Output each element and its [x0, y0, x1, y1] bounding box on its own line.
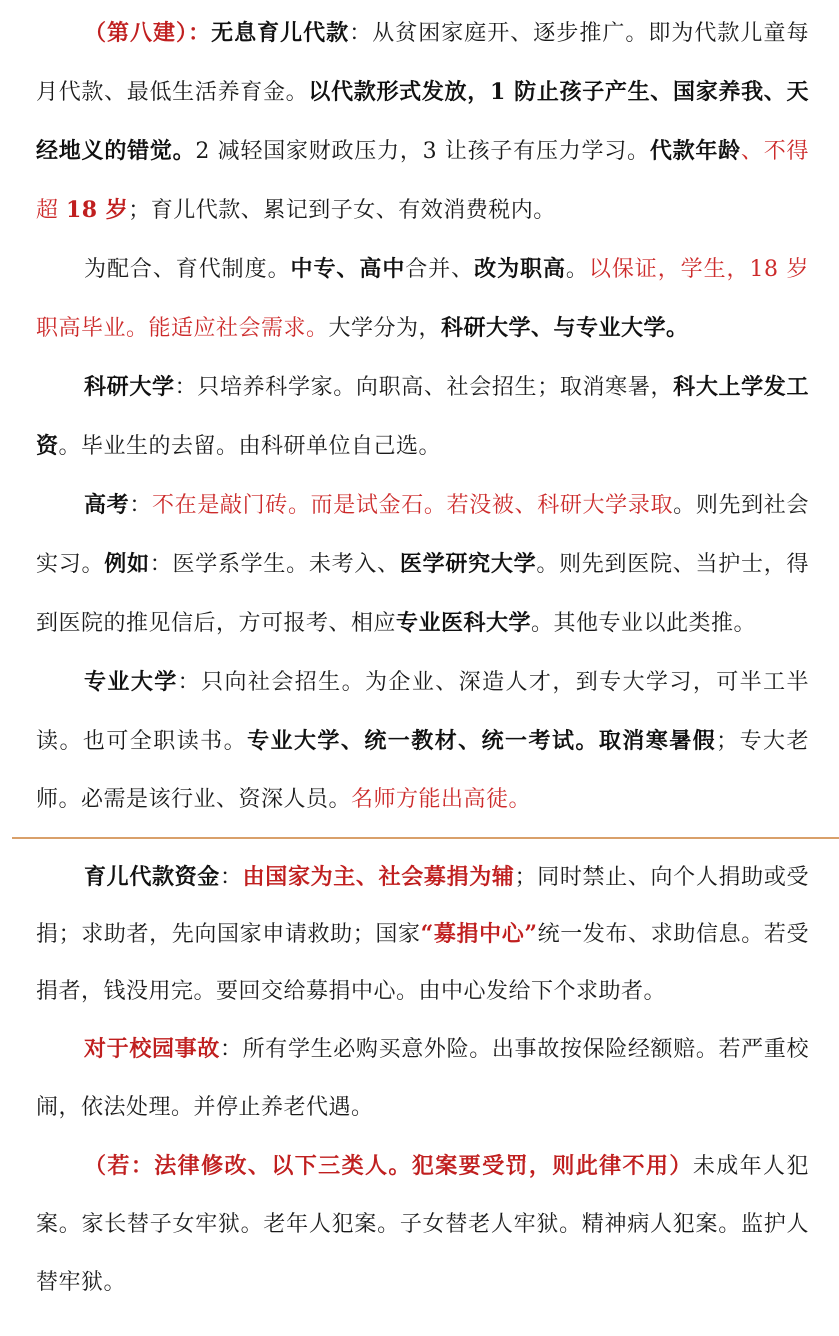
text-run: 专业大学、统一教材、统一考试。取消寒暑假 — [247, 728, 717, 754]
paragraph-loan-funding — [0, 849, 839, 1020]
text-run: 18 岁 — [66, 197, 129, 223]
text-run: ：从贫困家庭开、逐步推广。即为代款儿童每月代款、最低生活养育金。 — [36, 21, 809, 105]
text-run: 、不得超 — [36, 139, 809, 223]
text-run: 育儿代款资金 — [84, 864, 220, 890]
paragraph-professional-university — [0, 653, 839, 829]
paragraph-college-exam — [0, 476, 839, 653]
text-run: 。其他专业以此类推。 — [531, 611, 757, 636]
text-run: 专业大学 — [84, 669, 178, 695]
text-run: 名师方能出高徒。 — [351, 787, 532, 812]
text-run: 合并、 — [405, 257, 475, 282]
text-run: 科研大学 — [84, 374, 175, 400]
section-divider — [12, 837, 839, 839]
text-run: ： — [219, 865, 243, 890]
text-run: ；育儿代款、累记到子女、有效消费税内。 — [128, 198, 556, 223]
text-run: “募捐中心” — [420, 921, 538, 947]
paragraph-legal-liability — [0, 1137, 839, 1312]
text-run: 以代款形式发放，1 防止孩子产生、国家养我、天经地义的错觉。 — [36, 79, 809, 164]
text-run: 2 减轻国家财政压力，3 让孩子有压力学习。 — [195, 139, 650, 164]
text-run: 改为职高 — [474, 256, 566, 282]
text-run: ： — [129, 493, 152, 518]
text-run: （第八建）： — [84, 20, 212, 46]
text-run: 科研大学、与专业大学。 — [441, 315, 689, 341]
text-run: 不在是敲门砖。而是试金石。若没被、科研大学录取 — [152, 493, 674, 518]
text-run: ：医学系学生。未考入、 — [149, 552, 400, 577]
text-run: 统一发布、求助信息。若受捐者，钱没用完。要回交给募捐中心。由中心发给下个求助者。 — [36, 922, 809, 1004]
text-run: 。则先到社会实习。 — [36, 493, 809, 577]
text-run: 医学研究大学 — [399, 551, 537, 577]
text-run: 由国家为主、社会募捐为辅 — [242, 864, 515, 890]
text-run: ：所有学生必购买意外险。出事故按保险经额赔。若严重校闹，依法处理。并停止养老代遇。 — [36, 1037, 809, 1120]
text-run: 高考 — [84, 492, 130, 518]
text-run: 。 — [565, 257, 589, 282]
text-run: 例如 — [104, 551, 150, 577]
text-run: 以保证，学生，18 岁职高毕业。能适应社会需求。 — [36, 257, 809, 341]
text-run: （若：法律修改、以下三类人。犯案要受罚，则此律不用） — [84, 1153, 693, 1179]
text-run: 中专、高中 — [290, 256, 406, 282]
text-run: 专业医科大学 — [396, 610, 532, 636]
text-run: 对于校园事故 — [84, 1036, 220, 1062]
text-run: 未成年人犯案。家长替子女牢狱。老年人犯案。子女替老人牢狱。精神病人犯案。监护人替牢狱。 — [36, 1154, 809, 1295]
text-run: ：只培养科学家。向职高、社会招生；取消寒暑， — [174, 375, 674, 400]
paragraph-childcare-loan — [0, 4, 839, 240]
text-run: 大学分为， — [328, 316, 442, 341]
text-run: ；专大老师。必需是该行业、资深人员。 — [36, 729, 809, 812]
text-run: 代款年龄 — [649, 138, 741, 164]
paragraph-campus-accidents — [0, 1020, 839, 1137]
text-run: ；同时禁止、向个人捐助或受捐；求助者，先向国家申请救助；国家 — [36, 865, 809, 947]
text-run: ：只向社会招生。为企业、深造人才，到专大学习，可半工半读。也可全职读书。 — [36, 670, 809, 754]
text-run: 为配合、育代制度。 — [84, 257, 291, 282]
text-run: 。毕业生的去留。由科研单位自己选。 — [58, 434, 442, 459]
text-run: 。则先到医院、当护士，得到医院的推见信后，方可报考、相应 — [36, 552, 809, 636]
text-run: 科大上学发工资 — [36, 374, 809, 459]
text-run: 无息育儿代款 — [211, 20, 350, 46]
paragraph-vocational-high — [0, 240, 839, 358]
paragraph-research-university — [0, 358, 839, 476]
